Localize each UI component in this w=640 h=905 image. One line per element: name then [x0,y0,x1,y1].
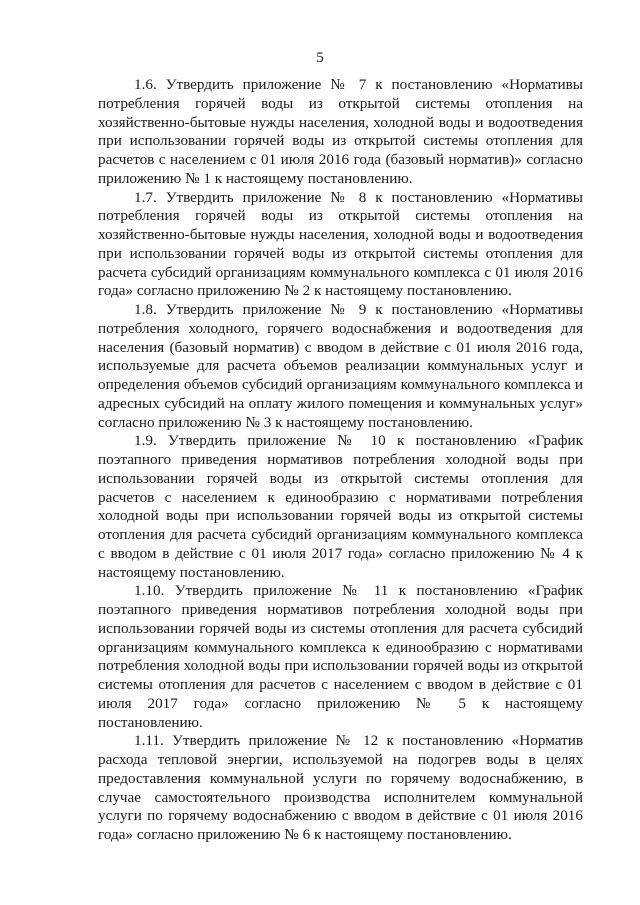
document-body [98,76,583,845]
paragraph-1-11: 1.11. Утвердить приложение № 12 к постановлению «Норматив расхода тепловой энергии, используемой на подогрев воды в целях предоставления коммунальной услуги по горячему водоснабжению, в случае самостоятельного производства исполнителем коммунальной услуги по горячему водоснабжению с вводом в действие с 01 июля 2016 года» согласно приложению № 6 к настоящему постановлению. [98,732,583,843]
paragraph-1-8: 1.8. Утвердить приложение № 9 к постановлению «Нормативы потребления холодного, горячего водоснабжения и водоотведения для населения (базовый норматив) с вводом в действие с 01 июля 2016 года, используемые для расчета объемов реализации коммунальных услуг и определения объемов субсидий организациям коммунального комплекса и адресных субсидий на оплату жилого помещения и коммунальных услуг» согласно приложению № 3 к настоящему постановлению. [98,301,583,431]
paragraph-1-7: 1.7. Утвердить приложение № 8 к постановлению «Нормативы потребления горячей воды из открытой системы отопления на хозяйственно-бытовые нужды населения, холодной воды и водоотведения при использовании горячей воды из открытой системы отопления для расчета субсидий организациям коммунального комплекса с 01 июля 2016 года» согласно приложению № 2 к настоящему постановлению. [98,188,583,300]
page-number: 5 [316,50,324,66]
paragraph-1-10: 1.10. Утвердить приложение № 11 к постановлению «График поэтапного приведения нормативов потребления холодной воды при использовании горячей воды из системы отопления для расчета субсидий организациям коммунального комплекса к единообразию с нормативами потребления холодной воды при использовании горячей воды из открытой системы отопления для расчетов с населением с вводом в действие с 01 июля 2017 года» согласно приложению № 5 к настоящему постановлению. [98,582,583,731]
paragraph-1-9: 1.9. Утвердить приложение № 10 к постановлению «График поэтапного приведения нормативов потребления холодной воды при использовании горячей воды из открытой системы отопления для расчетов с населением к единообразию с нормативами потребления холодной воды при использовании горячей воды из открытой системы отопления для расчета субсидий организациям коммунального комплекса с вводом в действие с 01 июля 2017 года» согласно приложению № 4 к настоящему постановлению. [98,432,583,581]
paragraph-1-6: 1.6. Утвердить приложение № 7 к постановлению «Нормативы потребления горячей воды из открытой системы отопления на хозяйственно-бытовые нужды населения, холодной воды и водоотведения при использовании горячей воды из открытой системы отопления для расчетов с населением с 01 июля 2016 года (базовый норматив)» согласно приложению № 1 к настоящему постановлению. [98,76,583,187]
